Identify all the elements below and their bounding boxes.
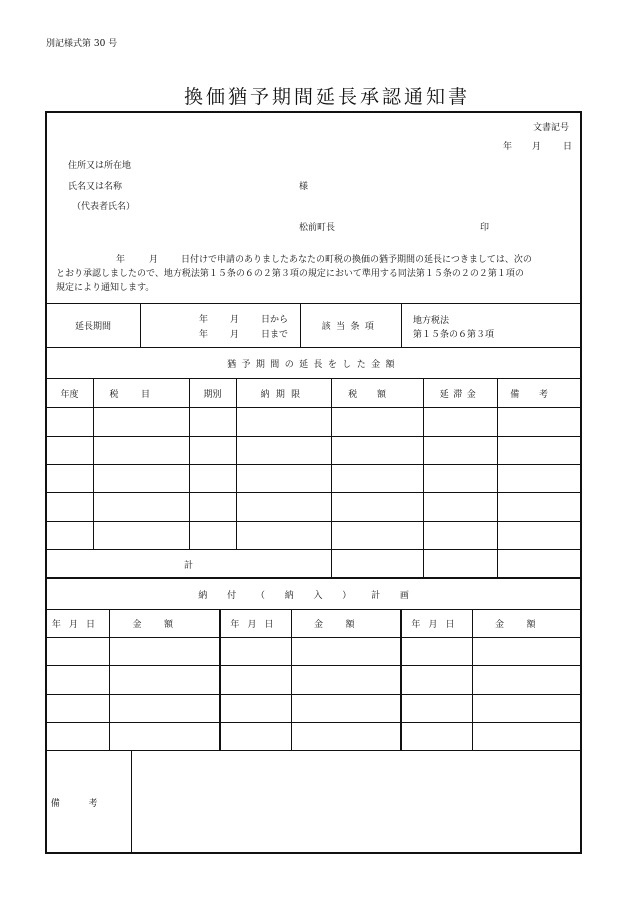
name-label: 氏名又は名称 — [68, 182, 123, 192]
document-title: 換価猶予期間延長承認通知書 — [184, 86, 471, 108]
to-month: 月 — [230, 330, 240, 340]
divider — [131, 751, 132, 853]
table-row — [46, 464, 581, 465]
address-label: 住所又は所在地 — [68, 161, 132, 171]
col-header-penalty: 延滞金 — [439, 389, 481, 400]
remarks-label: 備考 — [50, 798, 127, 809]
divider — [140, 304, 141, 347]
date-day-label: 日 — [563, 142, 573, 152]
body-line2: とおり承認しましたので、地方税法第１５条の６の２第３項の規定において準用する同法第１５条の２の２第１項の — [56, 269, 524, 279]
plan-amount-header-1: 金額 — [132, 620, 196, 630]
plan-amount-header-2: 金額 — [313, 620, 377, 630]
col-header-period: 期別 — [203, 389, 222, 400]
date-month-label: 月 — [532, 142, 542, 152]
to-year: 年 — [199, 330, 209, 340]
representative-label: （代表者氏名） — [72, 202, 136, 212]
article-line2: 第１５条の６第３項 — [413, 330, 495, 340]
body-month: 月 — [149, 255, 159, 265]
table-row — [46, 492, 581, 493]
payment-plan-title: 納付（納入）計画 — [198, 590, 429, 601]
form-number: 別記様式第 30 号 — [46, 39, 118, 49]
doc-number-label: 文書記号 — [533, 123, 570, 133]
sender-name: 松前町長 — [299, 223, 336, 233]
table-row — [46, 407, 581, 408]
amount-table-title: 猶予期間の延長をした金額 — [227, 359, 400, 370]
table-row — [46, 694, 581, 695]
from-month: 月 — [230, 315, 240, 325]
total-label: 計 — [183, 560, 193, 571]
table-row — [46, 637, 581, 638]
plan-amount-header-3: 金額 — [494, 620, 558, 630]
honorific: 様 — [299, 182, 309, 192]
body-line3: 規定により通知します。 — [56, 283, 155, 293]
from-year: 年 — [199, 315, 209, 325]
body-year: 年 — [116, 255, 126, 265]
article-line1: 地方税法 — [413, 316, 450, 326]
col-header-due-date: 納期限 — [260, 389, 307, 400]
article-label: 該当条項 — [321, 322, 380, 332]
col-header-remarks: 備考 — [510, 389, 568, 400]
table-row — [46, 436, 581, 437]
from-suffix: 日から — [261, 315, 289, 325]
divider — [401, 304, 402, 347]
date-year-label: 年 — [503, 142, 513, 152]
table-row — [46, 665, 581, 666]
extension-label: 延長期間 — [74, 322, 111, 332]
plan-date-header-3: 年月日 — [411, 620, 463, 630]
table-row — [46, 521, 581, 522]
col-header-year: 年度 — [60, 389, 79, 400]
seal-mark: 印 — [480, 223, 490, 233]
table-row — [46, 722, 581, 723]
plan-date-header-1: 年月日 — [51, 620, 104, 630]
col-header-tax-item: 税目 — [109, 389, 173, 400]
plan-date-header-2: 年月日 — [230, 620, 282, 630]
body-line1: 日付けで申請のありましたあなたの町税の換価の猶予期間の延長につきましては、次の — [181, 255, 532, 265]
to-suffix: 日まで — [261, 330, 289, 340]
col-header-tax-amount: 税額 — [348, 389, 406, 400]
